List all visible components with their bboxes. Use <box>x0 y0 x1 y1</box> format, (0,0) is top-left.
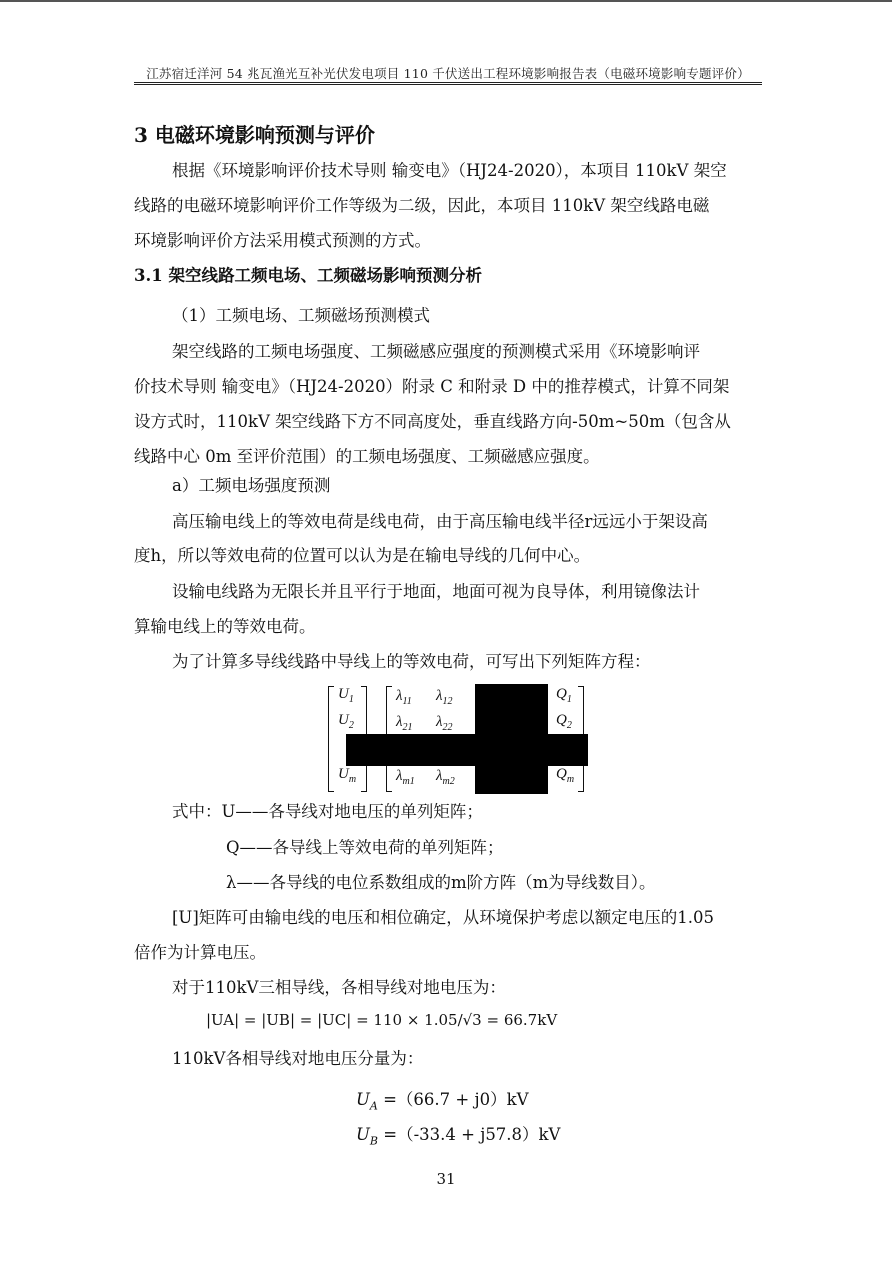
paragraph-line: 对于110kV三相导线，各相导线对地电压为： <box>172 978 506 997</box>
matrix-lm1: $\lambda_{m1}$ <box>396 768 415 787</box>
subsection-title: 3.1 架空线路工频电场、工频磁场影响预测分析 <box>134 266 482 285</box>
bracket-left-u <box>328 686 334 792</box>
formula-phase-voltage: |UA| = |UB| = |UC| = 110 × 1.05/√3 = 66.7kV <box>206 1011 558 1029</box>
paragraph-line: 线路中心 0m 至评价范围）的工频电场强度、工频磁感应强度。 <box>134 447 600 466</box>
matrix-l22: $\lambda_{22}$ <box>436 714 453 733</box>
redaction-block-horizontal <box>346 734 588 766</box>
paragraph-line: 线路的电磁环境影响评价工作等级为二级，因此，本项目 110kV 架空线路电磁 <box>134 196 710 215</box>
paragraph-line: 倍作为计算电压。 <box>134 943 266 962</box>
paragraph-line: 度h，所以等效电荷的位置可以认为是在输电导线的几何中心。 <box>134 546 591 565</box>
paragraph-line: 设输电线路为无限长并且平行于地面，地面可视为良导体，利用镜像法计 <box>172 582 700 601</box>
paragraph-line: [U]矩阵可由输电线的电压和相位确定，从环境保护考虑以额定电压的1.05 <box>172 908 715 927</box>
formula-ua: $U_A =(66.7 + j0)kV$ <box>356 1090 529 1113</box>
running-header: 江苏宿迁洋河 54 兆瓦渔光互补光伏发电项目 110 千伏送出工程环境影响报告表（电磁环境影响专题评价） <box>146 66 750 81</box>
section-title: 3 电磁环境影响预测与评价 <box>134 123 375 147</box>
definition-q: Q——各导线上等效电荷的单列矩阵； <box>226 838 504 857</box>
paragraph-line: 高压输电线上的等效电荷是线电荷，由于高压输电线半径r远远小于架设高 <box>172 512 708 531</box>
paragraph-line: 算输电线上的等效电荷。 <box>134 617 316 636</box>
matrix-um: $U_m$ <box>338 766 357 785</box>
matrix-l12: $\lambda_{12}$ <box>436 688 453 707</box>
header-rule <box>134 82 762 83</box>
matrix-q2: $Q_2$ <box>556 712 572 731</box>
paragraph-line: 价技术导则 输变电》（HJ24-2020）附录 C 和附录 D 中的推荐模式，计算不同架 <box>134 377 730 396</box>
matrix-lm2: $\lambda_{m2}$ <box>436 768 455 787</box>
paragraph-line: 为了计算多导线线路中导线上的等效电荷，可写出下列矩阵方程： <box>172 652 651 671</box>
paragraph-line: 110kV各相导线对地电压分量为： <box>172 1049 424 1068</box>
matrix-l11: $\lambda_{11}$ <box>396 688 412 707</box>
page-number: 31 <box>436 1170 456 1188</box>
matrix-u2: $U_2$ <box>338 712 354 731</box>
matrix-l21: $\lambda_{21}$ <box>396 714 413 733</box>
list-item: （1）工频电场、工频磁场预测模式 <box>172 306 430 325</box>
paragraph-line: 环境影响评价方法采用模式预测的方式。 <box>134 231 431 250</box>
definition-u: 式中：U——各导线对地电压的单列矩阵； <box>172 802 483 821</box>
page-top-edge <box>0 0 892 2</box>
matrix-q1: $Q_1$ <box>556 686 572 705</box>
paragraph-line: 架空线路的工频电场强度、工频磁感应强度的预测模式采用《环境影响评 <box>172 342 700 361</box>
matrix-equation <box>326 684 588 794</box>
paragraph-line: 根据《环境影响评价技术导则 输变电》（HJ24-2020），本项目 110kV 架空 <box>172 161 727 180</box>
matrix-u1: $U_1$ <box>338 686 354 705</box>
definition-lambda: λ——各导线的电位系数组成的m阶方阵（m为导线数目）。 <box>226 873 656 892</box>
formula-ub: $U_B =(-33.4 + j57.8)kV$ <box>356 1125 561 1148</box>
paragraph-line: 设方式时，110kV 架空线路下方不同高度处，垂直线路方向-50m~50m（包含从 <box>134 412 731 431</box>
header-rule-thin <box>134 84 762 85</box>
matrix-qm: $Q_m$ <box>556 766 575 785</box>
list-item: a）工频电场强度预测 <box>172 476 331 495</box>
